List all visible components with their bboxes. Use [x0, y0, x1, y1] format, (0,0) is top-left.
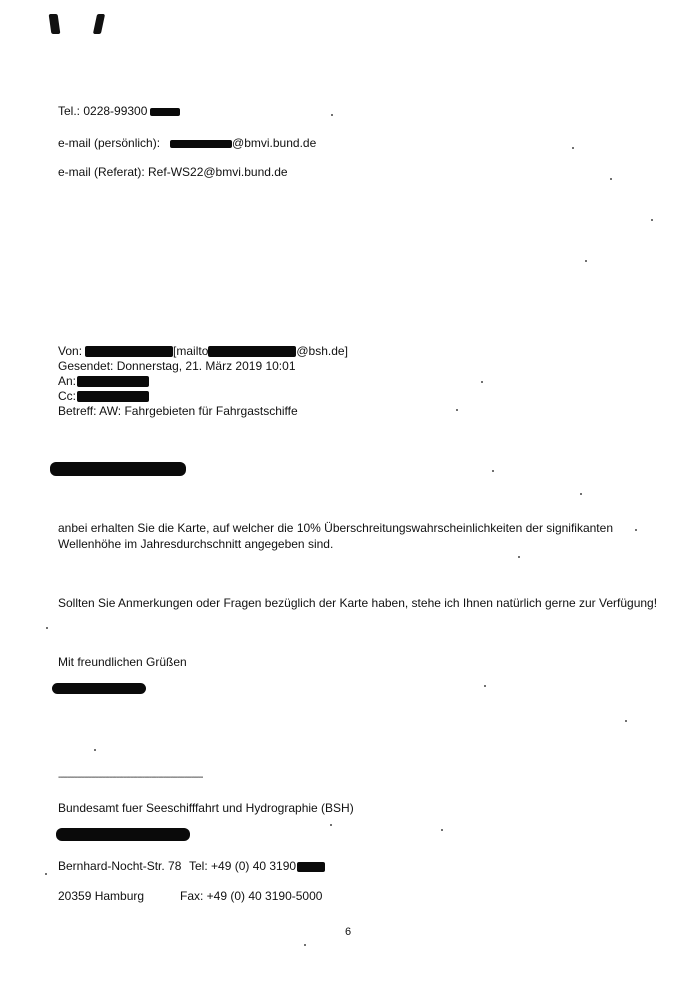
redaction — [85, 346, 173, 357]
redaction — [170, 140, 232, 148]
scan-speck — [635, 529, 637, 531]
scan-speck — [572, 147, 574, 149]
header-betreff: Betreff: AW: Fahrgebieten für Fahrgastschiffe — [58, 404, 298, 418]
scan-speck — [46, 627, 48, 629]
header-cc: Cc: — [58, 389, 149, 404]
scan-speck — [484, 685, 486, 687]
scan-speck — [585, 260, 587, 262]
scan-speck — [651, 219, 653, 221]
body-paragraph-1-line-1: anbei erhalten Sie die Karte, auf welcher die 10% Überschreitungswahrscheinlichkeiten der signifikanten — [58, 521, 613, 535]
redaction — [150, 108, 180, 116]
header-an: An: — [58, 374, 149, 389]
scan-speck — [330, 824, 332, 826]
body-paragraph-1-line-2: Wellenhöhe im Jahresdurchschnitt angegeben sind. — [58, 537, 334, 551]
closing: Mit freundlichen Grüßen — [58, 655, 187, 669]
salutation-redaction — [50, 462, 186, 476]
scan-speck — [518, 556, 520, 558]
scan-speck — [580, 493, 582, 495]
signature-separator: -------------------------------------------------------------- — [58, 772, 203, 783]
scan-speck — [456, 409, 458, 411]
scan-speck — [94, 749, 96, 751]
contact-email-personal: e-mail (persönlich): @bmvi.bund.de — [58, 136, 317, 150]
body-paragraph-2: Sollten Sie Anmerkungen oder Fragen bezüglich der Karte haben, stehe ich Ihnen natürlich gerne zur Verfügung! — [58, 596, 658, 610]
signature-unit-redaction — [56, 828, 190, 841]
header-von: Von: [mailto @bsh.de] — [58, 344, 348, 358]
contact-tel: Tel.: 0228-99300 — [58, 104, 180, 119]
scan-speck — [492, 470, 494, 472]
redaction — [77, 391, 149, 402]
redaction — [77, 376, 149, 387]
scan-speck — [441, 829, 443, 831]
redaction — [208, 346, 296, 357]
contact-email-referat: e-mail (Referat): Ref-WS22@bmvi.bund.de — [58, 165, 288, 179]
signature-tel: Tel: +49 (0) 40 3190 — [189, 859, 325, 874]
signature-fax: Fax: +49 (0) 40 3190-5000 — [180, 889, 323, 903]
scan-speck — [304, 944, 306, 946]
redaction — [297, 862, 325, 872]
signature-org: Bundesamt fuer Seeschifffahrt und Hydrographie (BSH) — [58, 801, 354, 815]
corner-mark-right — [93, 14, 105, 34]
signature-street: Bernhard-Nocht-Str. 78 — [58, 859, 182, 873]
scan-speck — [481, 381, 483, 383]
corner-mark-left — [49, 14, 61, 34]
scan-speck — [610, 178, 612, 180]
scan-speck — [45, 873, 47, 875]
signature-redaction — [52, 683, 146, 694]
signature-city: 20359 Hamburg — [58, 889, 145, 903]
scan-speck — [331, 114, 333, 116]
page-number: 6 — [345, 926, 352, 938]
scan-speck — [625, 720, 627, 722]
header-gesendet: Gesendet: Donnerstag, 21. März 2019 10:01 — [58, 359, 296, 373]
